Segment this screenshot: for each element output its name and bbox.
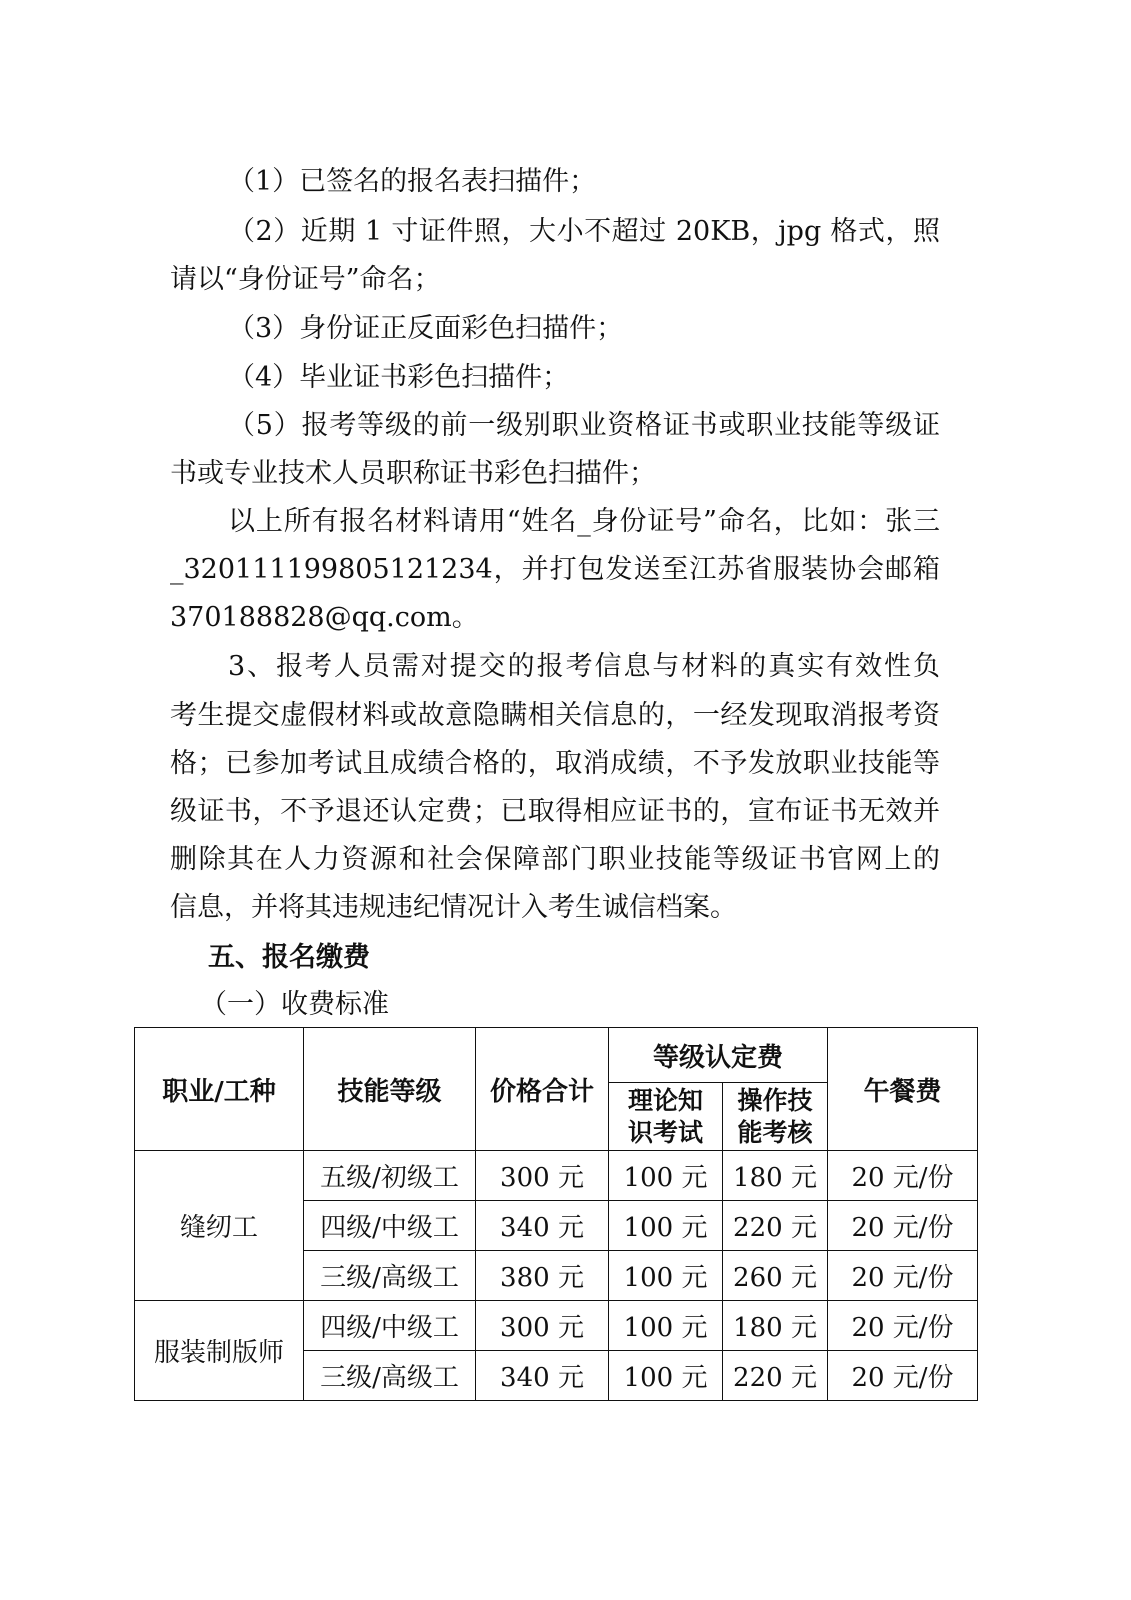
item-2-line-1: （2）近期 1 寸证件照，大小不超过 20KB，jpg 格式，照 xyxy=(228,216,940,247)
level-cell: 三级/高级工 xyxy=(304,1351,476,1401)
section-heading: 五、报名缴费 xyxy=(208,942,370,973)
total-cell: 300 元 xyxy=(476,1301,609,1351)
header-theory-exam xyxy=(609,1083,723,1151)
naming-line-2: _320111199805121234，并打包发送至江苏省服装协会邮箱 xyxy=(170,554,940,585)
theory-fee-cell: 100 元 xyxy=(609,1201,723,1251)
lunch-fee-cell: 20 元/份 xyxy=(828,1151,978,1201)
lunch-fee-cell: 20 元/份 xyxy=(828,1251,978,1301)
item-4: （4）毕业证书彩色扫描件； xyxy=(228,362,570,393)
total-cell: 340 元 xyxy=(476,1201,609,1251)
table-row xyxy=(135,1151,978,1201)
practice-fee-cell: 180 元 xyxy=(723,1301,828,1351)
item-5-line-2: 书或专业技术人员职称证书彩色扫描件； xyxy=(170,458,656,489)
practice-fee-cell: 180 元 xyxy=(723,1151,828,1201)
item-1: （1）已签名的报名表扫描件； xyxy=(228,166,597,197)
header-skill-level: 技能等级 xyxy=(304,1028,476,1151)
header-occupation: 职业/工种 xyxy=(135,1028,304,1151)
level-cell: 四级/中级工 xyxy=(304,1201,476,1251)
header-theory-line-2: 识考试 xyxy=(627,1117,703,1147)
table-row xyxy=(135,1301,978,1351)
naming-line-1: 以上所有报名材料请用“姓名_身份证号”命名，比如：张三 xyxy=(228,506,940,537)
occupation-cell: 服装制版师 xyxy=(135,1301,304,1401)
p3-line-3: 格；已参加考试且成绩合格的，取消成绩，不予发放职业技能等 xyxy=(170,748,940,779)
total-cell: 380 元 xyxy=(476,1251,609,1301)
header-practice-line-1: 操作技 xyxy=(737,1085,813,1115)
header-lunch-fee: 午餐费 xyxy=(828,1028,978,1151)
p3-line-4: 级证书，不予退还认定费；已取得相应证书的，宣布证书无效并 xyxy=(170,796,940,827)
level-cell: 五级/初级工 xyxy=(304,1151,476,1201)
theory-fee-cell: 100 元 xyxy=(609,1301,723,1351)
item-2-line-2: 请以“身份证号”命名； xyxy=(170,264,441,295)
lunch-fee-cell: 20 元/份 xyxy=(828,1301,978,1351)
level-cell: 四级/中级工 xyxy=(304,1301,476,1351)
theory-fee-cell: 100 元 xyxy=(609,1251,723,1301)
p3-line-6: 信息，并将其违规违纪情况计入考生诚信档案。 xyxy=(170,892,737,923)
p3-line-2: 考生提交虚假材料或故意隐瞒相关信息的，一经发现取消报考资 xyxy=(170,700,940,731)
header-certification-fee: 等级认定费 xyxy=(609,1028,828,1083)
occupation-cell: 缝纫工 xyxy=(135,1151,304,1301)
naming-line-3-email: 370188828@qq.com。 xyxy=(170,602,479,633)
item-5-line-1: （5）报考等级的前一级别职业资格证书或职业技能等级证 xyxy=(228,410,940,441)
header-theory-line-1: 理论知 xyxy=(627,1085,703,1115)
lunch-fee-cell: 20 元/份 xyxy=(828,1201,978,1251)
section-subheading: （一）收费标准 xyxy=(200,989,389,1020)
total-cell: 300 元 xyxy=(476,1151,609,1201)
p3-line-1: 3、报考人员需对提交的报考信息与材料的真实有效性负 xyxy=(228,651,940,682)
practice-fee-cell: 260 元 xyxy=(723,1251,828,1301)
level-cell: 三级/高级工 xyxy=(304,1251,476,1301)
p3-line-5: 删除其在人力资源和社会保障部门职业技能等级证书官网上的 xyxy=(170,844,940,875)
fee-table xyxy=(134,1027,978,1401)
header-practice-line-2: 能考核 xyxy=(737,1117,813,1147)
theory-fee-cell: 100 元 xyxy=(609,1151,723,1201)
theory-fee-cell: 100 元 xyxy=(609,1351,723,1401)
lunch-fee-cell: 20 元/份 xyxy=(828,1351,978,1401)
total-cell: 340 元 xyxy=(476,1351,609,1401)
item-3: （3）身份证正反面彩色扫描件； xyxy=(228,313,624,344)
header-total-price: 价格合计 xyxy=(476,1028,609,1151)
header-practice-exam xyxy=(723,1083,828,1151)
practice-fee-cell: 220 元 xyxy=(723,1201,828,1251)
practice-fee-cell: 220 元 xyxy=(723,1351,828,1401)
